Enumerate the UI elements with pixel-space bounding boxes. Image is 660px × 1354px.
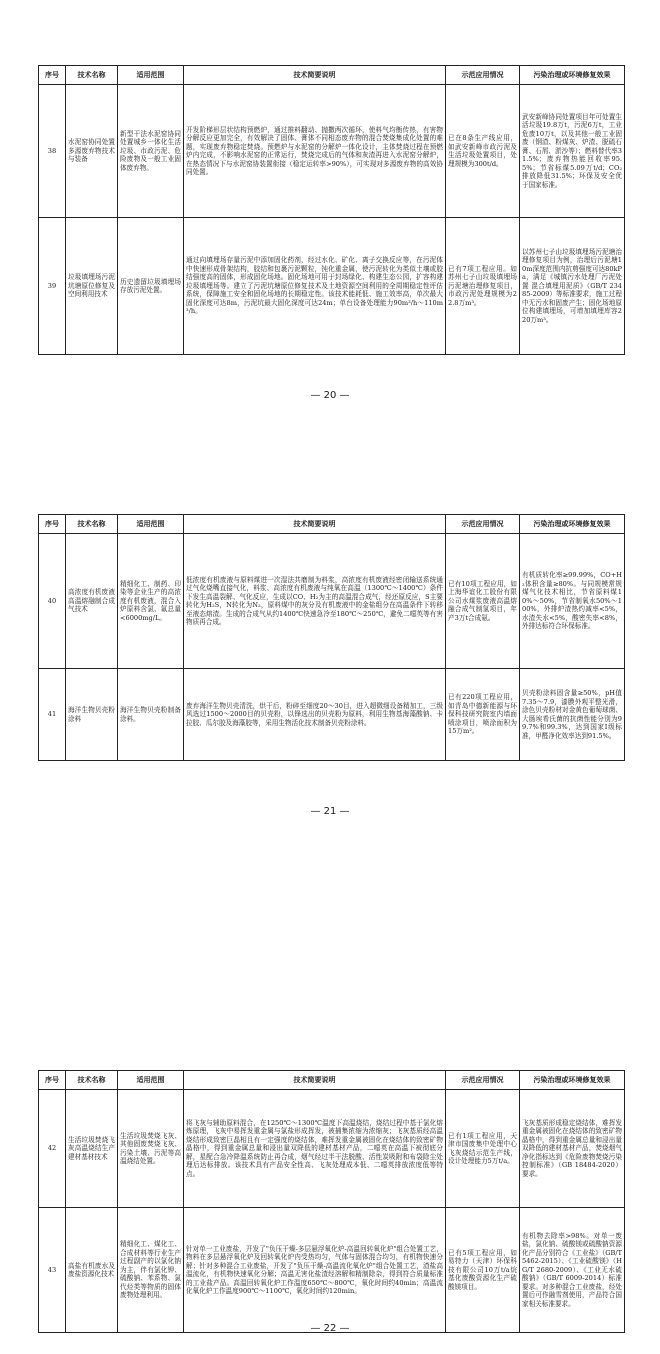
row-name: 生活垃圾焚烧飞灰高温烧结生产建材基材技术: [66, 1090, 118, 1208]
header-name: 技术名称: [66, 1071, 118, 1090]
row-scope: 生活垃圾焚烧飞灰、其他固废焚烧飞灰、污染土壤、污泥等高温烧结处置。: [118, 1090, 184, 1208]
row-name: 高盐有机废水及废盐资源化技术: [66, 1208, 118, 1333]
table-header-row: [39, 66, 625, 85]
row-desc: 低浓度有机废液与原料煤进一次湿法共磨制为料浆，高浓度有机废液经密闭输送系统通过气化烧嘴直接气化，料浆、高浓度有机废液与纯氧在高温（1300℃～1400℃）条件下发生高温裂解、气化反应，生成以CO、H₂为主的高温混合成气，经还原反应，S主要转化为H₂S，N转化为N₂，原料煤中的灰分及有机废液中的金盐组分在高温条件下转移至液态熔渣。生成的合成气从约1400℃快速急冷至180℃～250℃，避免二噁英等有害物质再合成。: [184, 534, 446, 669]
header-desc: 技术简要说明: [184, 1071, 446, 1090]
row-scope: 精细化工、煤化工、合成材料等行业生产过程副产的以氯化钠为主，伴有氯化钾、硫酸钠、苯系物、氯代烃类等物质的固体废物处理利用。: [118, 1208, 184, 1333]
header-demo: 示范应用情况: [446, 515, 520, 534]
row-demo: 已在8条生产线应用，如武安新峰市政污泥及生活垃圾处置项目，处理规模为300t/d。: [446, 85, 520, 218]
tech-table-page-22: [38, 1070, 625, 1333]
table-row: [39, 1090, 625, 1208]
header-scope: 适用范围: [118, 66, 184, 85]
row-scope: 海洋生物贝壳粉制备涂料。: [118, 669, 184, 761]
row-no: 43: [39, 1208, 66, 1333]
row-demo: 已有220项工程应用，如青岛中德新能源与环保科技研究院室内墙面喷涂项目，喷涂面积为15万m²。: [446, 669, 520, 761]
row-scope: 历史遗留垃圾填埋场存放污泥处置。: [118, 218, 184, 355]
row-scope: 新型干法水泥窑协同处置城乡一体化生活垃圾、市政污泥、危险废物及一般工业固体废弃物。: [118, 85, 184, 218]
table-row: [39, 534, 625, 669]
row-effect: 有机质转化率≥99.99%，CO+H₂体积含量≥80%。与同规模常规煤气化技术相比，节省原料煤10%～50%，节省制氧水50%～100%，外排炉渣热灼减率<5%，水渣失水<5%，酸密失率<8%，外排达标符合环保标准。: [520, 534, 625, 669]
row-desc: 通过向填埋场存量污泥中添加固化药剂，经过水化、矿化、离子交换反应等，在污泥体中快速形成骨架结构，胶结和包裹污泥颗粒，钝化重金属，使污泥转化为类似土壤或胶结强度高的固体，形成固化场地。固化场地可用于封场绿化、构建生态公园，扩容构建垃圾填埋场等。建立了污泥坑塘原位修复技术及土地资源空间利用的全周期稳定性评估系统，保障施工安全和固化场地的长期稳定性。该技术能耗低、施工效率高，单次最大固化深度可达8m，污泥坑最大固化深度可达24m；单台设备处理能力90m³/h～110m³/h。: [184, 218, 446, 355]
row-effect: 贝壳粉涂料固含量≥50%，pH值7.35～7.9，漆膜外观平整光滑，涂色贝壳粉材对金黄色葡萄球菌、大肠埃希氏菌的抗菌性能分别为99.7%和99.3%，达到国家I级标准，甲醛净化效率达到91.5%。: [520, 669, 625, 761]
header-scope: 适用范围: [118, 1071, 184, 1090]
row-no: 38: [39, 85, 66, 218]
header-scope: 适用范围: [118, 515, 184, 534]
header-no: 序号: [39, 66, 66, 85]
table-header-row: [39, 515, 625, 534]
table-row: [39, 218, 625, 355]
page-number: — 21 —: [310, 806, 350, 817]
tech-table-page-20: [38, 65, 625, 355]
header-no: 序号: [39, 1071, 66, 1090]
row-name: 高浓度有机废液高温熔融制合成气技术: [66, 534, 118, 669]
row-demo: 已有7项工程应用。如苏州七子山垃圾填埋场污泥塘治理修复项目，市政污泥处理规模为22.8万m³。: [446, 218, 520, 355]
tech-table-page-21: [38, 514, 625, 761]
page-number: — 22 —: [310, 1323, 350, 1334]
row-scope: 精细化工、制药、印染等企业生产的高浓度有机废液，混合入炉原料含氯、氟总量<6000mg/L。: [118, 534, 184, 669]
row-desc: 将飞灰与辅助原料混合，在1250℃～1300℃温度下高温烧结，烧结过程中基于氯化熔炼原理，飞灰中易挥发重金属与氯盐形成挥发，被捕集浓缩为浓缩灰；飞灰基质经高温烧结形成致密巨晶相且有一定强度的烧结体，难挥发重金属被固化在烧结体的致密矿物晶格中，得到重金属总量和浸出量双降低的建材基材产品，二噁英在高温下被彻底分解，星配合急冷降温系统防止再合成，烟气经过半干法脱酸、活性炭吸附和布袋除尘处理后达标排放。该技术具有产品安全性高、飞灰处理成本低、二噁英排放浓度低等特点。: [184, 1090, 446, 1208]
row-effect: 武安新峰协同处置项目年可处置生活垃圾19.8万t，污泥6万t，工业危废10万t，以及其他一般工业固废（钢渣、粉煤灰、炉渣、脱硫石膏、石屑、淤沙等）；燃料替代率31.5%；废弃物热能回收率95.5%；节省标煤5.09万t/d；CO₂排放降低31.5%；环保及安全优于国家标准。: [520, 85, 625, 218]
row-name: 垃圾填埋场污泥坑塘原位修复及空间利用技术: [66, 218, 118, 355]
row-demo: 已有5项工程应用，如易特力（天津）环保科技有限公司10万t/a烷基化废酸资源化生产硫酸镁项目。: [446, 1208, 520, 1333]
header-desc: 技术简要说明: [184, 66, 446, 85]
header-name: 技术名称: [66, 515, 118, 534]
table-header-row: [39, 1071, 625, 1090]
header-no: 序号: [39, 515, 66, 534]
table-row: [39, 669, 625, 761]
row-no: 41: [39, 669, 66, 761]
header-demo: 示范应用情况: [446, 1071, 520, 1090]
page-number: — 20 —: [310, 390, 350, 401]
row-name: 水泥窑协同处置多源废弃物技术与装备: [66, 85, 118, 218]
table-row: [39, 1208, 625, 1333]
row-demo: 已有10项工程应用，如上海华谊化工股份有限公司水煤浆废液高温熔融合成气制氢项目，年产3万t合成氨。: [446, 534, 520, 669]
header-effect: 污染治理或环境修复效果: [520, 515, 625, 534]
row-name: 海洋生物贝壳粉涂料: [66, 669, 118, 761]
header-demo: 示范应用情况: [446, 66, 520, 85]
row-effect: 有机物去除率>98%。对单一废盐，氯化钠、硫酸镁或硫酸钠资源化产品分别符合《工业盐》（GB/T 5462-2015）、《工业硫酸镁》（HG/T 2680-2009）、《工业无水硫酸钠》（GB/T 6009-2014）标准要求。对多种混合工业废盐，经处置后可作融雪剂使用，产品符合国家相关标准要求。: [520, 1208, 625, 1333]
row-effect: 飞灰基质形成稳定烧结体，难挥发重金属被固化在烧结体的致密矿物晶格中，得到重金属总量和浸出量双降低的建材基材产品，焚烧烟气净化指标达到《危险废物焚烧污染控制标准》（GB 18484-2020）要求。: [520, 1090, 625, 1208]
row-effect: 以苏州七子山垃圾填埋场污泥塘治理修复项目为例，治理后污泥塘10m深度范围内抗剪强度可达80kPa，满足《城镇污水处理厂污泥处置 混合填埋用泥质》（GB/T 23485-2009）等标准要求，施工过程中无污水和固废产生；固化场地原位构建填埋场，可增加填埋库容220万m³。: [520, 218, 625, 355]
row-demo: 已有1项工程应用，天津市国废集中处理中心飞灰烧结示范生产线，设计处理能力5万t/a。: [446, 1090, 520, 1208]
header-desc: 技术简要说明: [184, 515, 446, 534]
row-desc: 废弃海洋生物贝壳清洗，烘干后，粉碎至细度20～30目，进入超微细设备精加工，三级风选过1500～2000目的贝壳粉，以锋选出的贝壳粉为原料，利用生物基海藻酸钠、卡拉胶、瓜尔胶及海藻胶等，采用生物活化技术制备贝壳粉涂料。: [184, 669, 446, 761]
header-name: 技术名称: [66, 66, 118, 85]
header-effect: 污染治理或环境修复效果: [520, 1071, 625, 1090]
table-row: [39, 85, 625, 218]
row-no: 39: [39, 218, 66, 355]
row-no: 42: [39, 1090, 66, 1208]
row-no: 40: [39, 534, 66, 669]
row-desc: 针对单一工业废盐，开发了"负压干燥-多层悬浮氧化炉-高温回转氧化炉"组合处置工艺，物料在多层悬浮氧化炉及回转氧化炉内受热均匀，气体与固体混合均匀，有机物快速分解；针对多种混合工业废盐，开发了"负压干燥-高温流化氧化炉"组合处置工艺，渣盐高温流化，有机物快速氧化分解；高温无害化盐渣经溶解和精制除杂，得到符合质量标准的工业盐产品。高温回转氧化炉工作温度650℃～800℃，氧化时间约40min；高温流化氧化炉工作温度900℃～1100℃，氧化时间约120min。: [184, 1208, 446, 1333]
header-effect: 污染治理或环境修复效果: [520, 66, 625, 85]
row-desc: 开发阶梯形层状结构预燃炉，通过推料翻动、抛撒两次循环，使料气均衡传热，有害物分解反应更加完全，有效解决了固体、膏体不同相态废弃物的混合焚烧集成化处置的难题，实现废弃物稳定焚烧。预燃炉与水泥窑的分解炉一体化设计，主体焚烧过程在预燃炉内完成，不影响水泥窑的正常运行，焚烧完成后的气体和灰渣再进入水泥窑分解炉，在热态情况下与水泥窑协装置衔接（稳定运转率>90%），可实现对多源废弃物的高效协同处置。: [184, 85, 446, 218]
